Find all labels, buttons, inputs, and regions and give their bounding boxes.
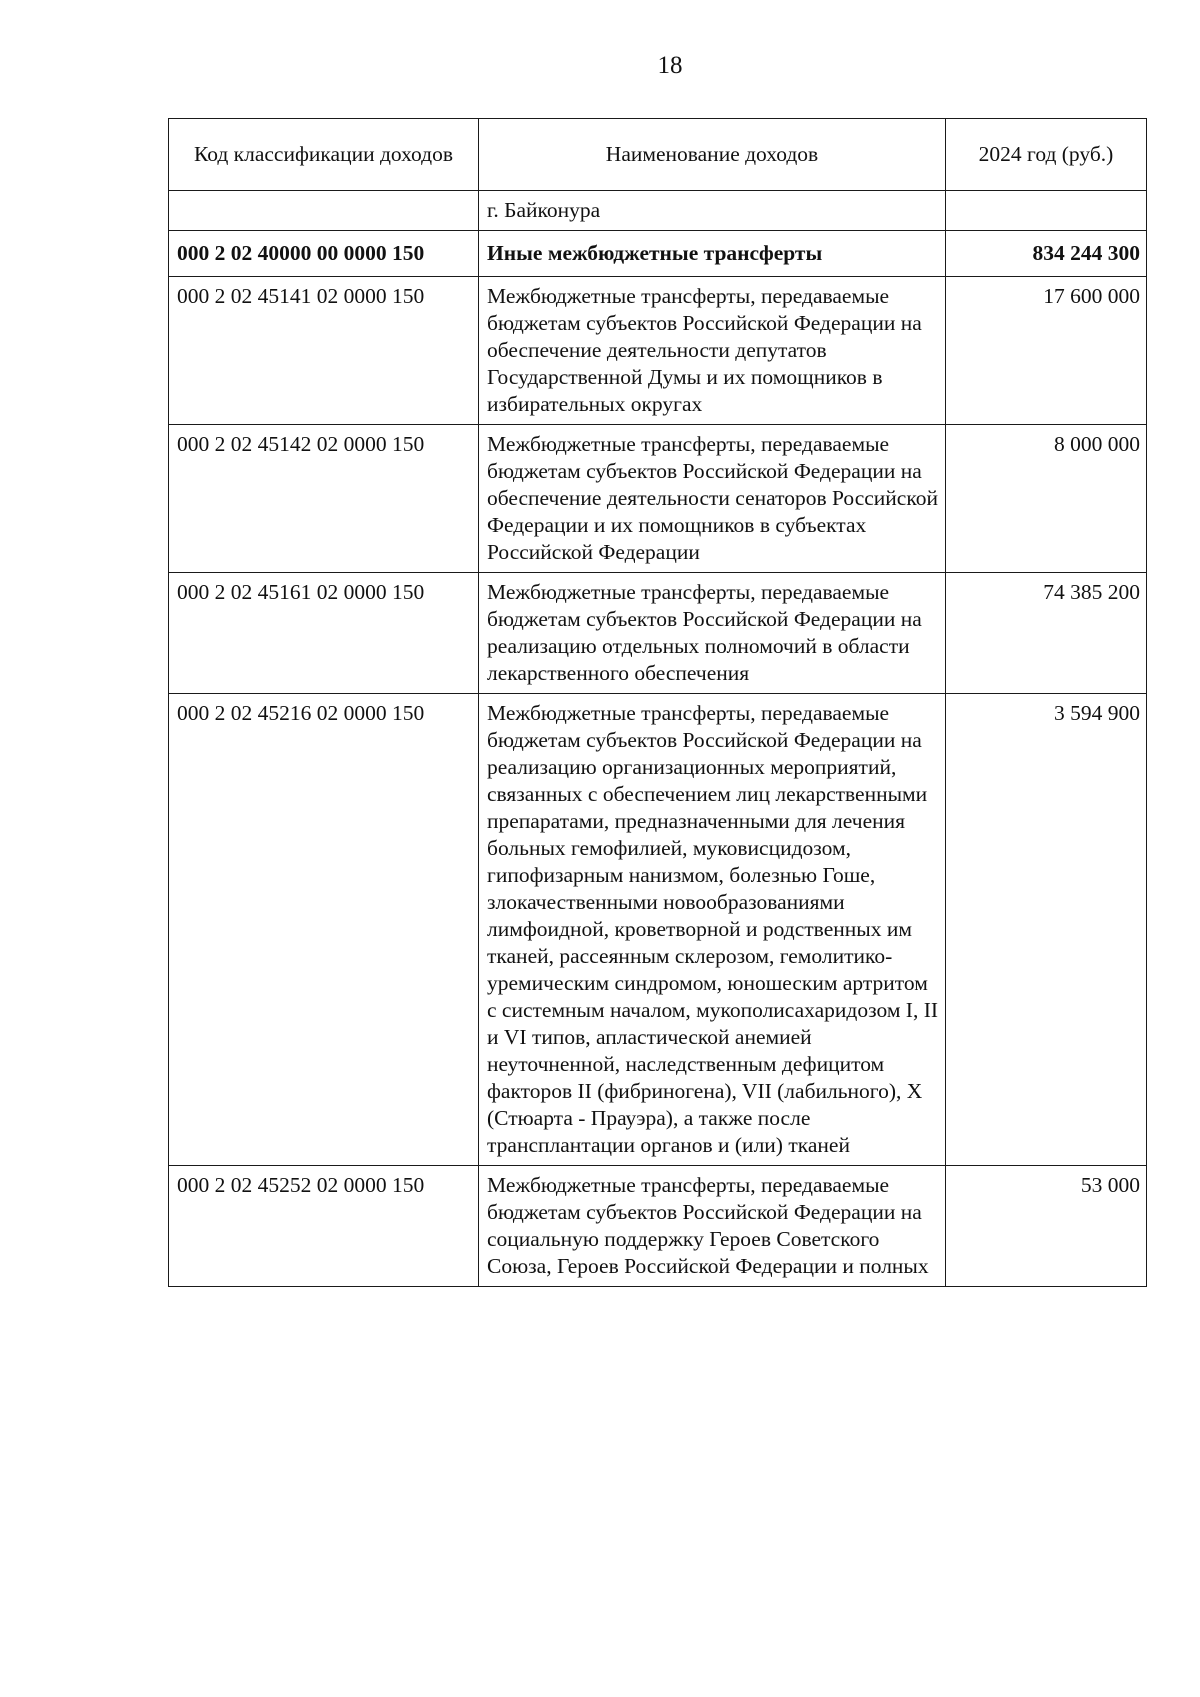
header-name: Наименование доходов xyxy=(479,119,946,191)
table-row xyxy=(169,425,1147,573)
table-row xyxy=(169,694,1147,1166)
table-row xyxy=(169,573,1147,694)
table-row xyxy=(169,231,1147,277)
row-code: 000 2 02 45216 02 0000 150 xyxy=(169,694,479,1166)
income-table xyxy=(168,118,1147,1287)
row-code: 000 2 02 45142 02 0000 150 xyxy=(169,425,479,573)
row-amount: 53 000 xyxy=(946,1166,1147,1287)
row-code: 000 2 02 45141 02 0000 150 xyxy=(169,277,479,425)
table-row xyxy=(169,1166,1147,1287)
row-name: г. Байконура xyxy=(479,191,946,231)
row-amount: 17 600 000 xyxy=(946,277,1147,425)
row-name: Межбюджетные трансферты, передаваемые бюджетам субъектов Российской Федерации на реализацию организационных мероприятий, связанных с обеспечением лиц лекарственными препаратами, предназначенными для лечения больных гемофилией, муковисцидозом, гипофизарным нанизмом, болезнью Гоше, злокачественными новообразованиями лимфоидной, кроветворной и родственных им тканей, рассеянным склерозом, гемолитико-уремическим синдромом, юношеским артритом с системным началом, мукополисахаридозом I, II и VI типов, апластической анемией неуточненной, наследственным дефицитом факторов II (фибриногена), VII (лабильного), X (Стюарта - Прауэра), а также после трансплантации органов и (или) тканей xyxy=(479,694,946,1166)
row-name: Межбюджетные трансферты, передаваемые бюджетам субъектов Российской Федерации на обеспечение деятельности сенаторов Российской Федерации и их помощников в субъектах Российской Федерации xyxy=(479,425,946,573)
table-row xyxy=(169,277,1147,425)
row-code: 000 2 02 40000 00 0000 150 xyxy=(169,231,479,277)
row-name: Иные межбюджетные трансферты xyxy=(479,231,946,277)
row-code: 000 2 02 45161 02 0000 150 xyxy=(169,573,479,694)
page-number: 18 xyxy=(657,52,683,79)
header-amount: 2024 год (руб.) xyxy=(946,119,1147,191)
row-name: Межбюджетные трансферты, передаваемые бюджетам субъектов Российской Федерации на реализацию отдельных полномочий в области лекарственного обеспечения xyxy=(479,573,946,694)
row-amount: 834 244 300 xyxy=(946,231,1147,277)
row-name: Межбюджетные трансферты, передаваемые бюджетам субъектов Российской Федерации на социальную поддержку Героев Советского Союза, Героев Российской Федерации и полных xyxy=(479,1166,946,1287)
header-code: Код классификации доходов xyxy=(169,119,479,191)
row-amount: 74 385 200 xyxy=(946,573,1147,694)
table-header-row xyxy=(169,119,1147,191)
row-amount xyxy=(946,191,1147,231)
row-amount: 3 594 900 xyxy=(946,694,1147,1166)
row-code: 000 2 02 45252 02 0000 150 xyxy=(169,1166,479,1287)
row-amount: 8 000 000 xyxy=(946,425,1147,573)
row-name: Межбюджетные трансферты, передаваемые бюджетам субъектов Российской Федерации на обеспечение деятельности депутатов Государственной Думы и их помощников в избирательных округах xyxy=(479,277,946,425)
table-row xyxy=(169,191,1147,231)
row-code xyxy=(169,191,479,231)
